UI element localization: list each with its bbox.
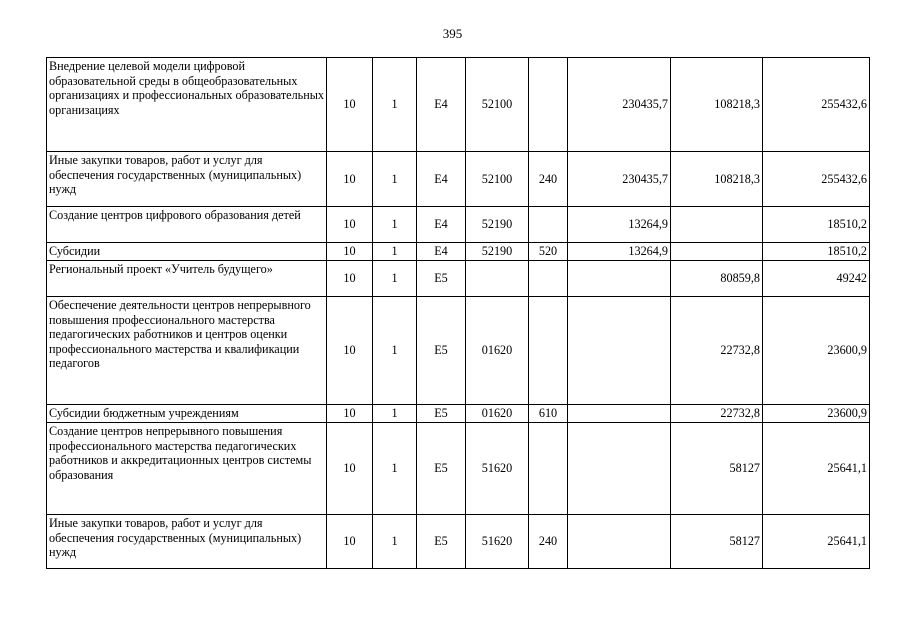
section-code-cell: 10 xyxy=(327,515,373,569)
page-number: 395 xyxy=(442,26,463,41)
target-article-cell: 52190 xyxy=(466,207,529,243)
target-article-cell: 52100 xyxy=(466,58,529,152)
expense-type-cell xyxy=(529,423,568,515)
subsection-code-cell: 1 xyxy=(373,297,417,405)
row-name-cell: Обеспечение деятельности центров непрерывного повышения профессионального мастерства педагогических работников и центров оценки профессионального мастерства и квалификации педагогов xyxy=(47,297,327,405)
expense-type-cell xyxy=(529,58,568,152)
target-article-cell: 51620 xyxy=(466,515,529,569)
amount-year-2-cell: 80859,8 xyxy=(671,261,763,297)
amount-year-3-cell: 18510,2 xyxy=(763,207,870,243)
amount-year-2-cell xyxy=(671,243,763,261)
amount-year-1-cell: 230435,7 xyxy=(568,58,671,152)
subsection-code-cell: 1 xyxy=(373,261,417,297)
expense-type-cell: 240 xyxy=(529,152,568,207)
amount-year-3-cell: 23600,9 xyxy=(763,297,870,405)
amount-year-2-cell: 22732,8 xyxy=(671,297,763,405)
section-code-cell: 10 xyxy=(327,261,373,297)
table-row xyxy=(47,261,870,297)
program-code-cell: Е5 xyxy=(417,261,466,297)
expense-type-cell xyxy=(529,207,568,243)
section-code-cell: 10 xyxy=(327,297,373,405)
amount-year-3-cell: 23600,9 xyxy=(763,405,870,423)
table-row xyxy=(47,423,870,515)
row-name-cell: Субсидии бюджетным учреждениям xyxy=(47,405,327,423)
amount-year-1-cell: 13264,9 xyxy=(568,243,671,261)
amount-year-3-cell: 25641,1 xyxy=(763,515,870,569)
row-name-cell: Создание центров непрерывного повышения профессионального мастерства педагогических работников и аккредитационных центров системы образования xyxy=(47,423,327,515)
row-name-cell: Региональный проект «Учитель будущего» xyxy=(47,261,327,297)
program-code-cell: Е4 xyxy=(417,152,466,207)
section-code-cell: 10 xyxy=(327,405,373,423)
amount-year-1-cell xyxy=(568,515,671,569)
target-article-cell xyxy=(466,261,529,297)
budget-table xyxy=(46,57,870,569)
row-name-cell: Иные закупки товаров, работ и услуг для обеспечения государственных (муниципальных) нужд xyxy=(47,152,327,207)
subsection-code-cell: 1 xyxy=(373,515,417,569)
section-code-cell: 10 xyxy=(327,243,373,261)
target-article-cell: 52100 xyxy=(466,152,529,207)
amount-year-1-cell xyxy=(568,261,671,297)
row-name-cell: Иные закупки товаров, работ и услуг для обеспечения государственных (муниципальных) нужд xyxy=(47,515,327,569)
amount-year-3-cell: 255432,6 xyxy=(763,58,870,152)
program-code-cell: Е5 xyxy=(417,515,466,569)
program-code-cell: Е4 xyxy=(417,58,466,152)
amount-year-2-cell: 58127 xyxy=(671,515,763,569)
table-row xyxy=(47,207,870,243)
amount-year-2-cell xyxy=(671,207,763,243)
target-article-cell: 01620 xyxy=(466,297,529,405)
table-body xyxy=(47,58,870,569)
amount-year-2-cell: 108218,3 xyxy=(671,58,763,152)
amount-year-3-cell: 18510,2 xyxy=(763,243,870,261)
program-code-cell: Е5 xyxy=(417,297,466,405)
target-article-cell: 52190 xyxy=(466,243,529,261)
amount-year-3-cell: 49242 xyxy=(763,261,870,297)
section-code-cell: 10 xyxy=(327,58,373,152)
subsection-code-cell: 1 xyxy=(373,152,417,207)
subsection-code-cell: 1 xyxy=(373,243,417,261)
section-code-cell: 10 xyxy=(327,423,373,515)
amount-year-1-cell xyxy=(568,423,671,515)
amount-year-1-cell xyxy=(568,405,671,423)
expense-type-cell: 240 xyxy=(529,515,568,569)
table-row xyxy=(47,405,870,423)
amount-year-3-cell: 255432,6 xyxy=(763,152,870,207)
amount-year-1-cell: 13264,9 xyxy=(568,207,671,243)
row-name-cell: Создание центров цифрового образования детей xyxy=(47,207,327,243)
program-code-cell: Е4 xyxy=(417,207,466,243)
row-name-cell: Субсидии xyxy=(47,243,327,261)
program-code-cell: Е5 xyxy=(417,405,466,423)
subsection-code-cell: 1 xyxy=(373,58,417,152)
section-code-cell: 10 xyxy=(327,207,373,243)
expense-type-cell: 520 xyxy=(529,243,568,261)
amount-year-3-cell: 25641,1 xyxy=(763,423,870,515)
table-row xyxy=(47,243,870,261)
amount-year-2-cell: 108218,3 xyxy=(671,152,763,207)
table-row xyxy=(47,58,870,152)
target-article-cell: 01620 xyxy=(466,405,529,423)
target-article-cell: 51620 xyxy=(466,423,529,515)
table-row xyxy=(47,515,870,569)
amount-year-1-cell xyxy=(568,297,671,405)
expense-type-cell xyxy=(529,297,568,405)
program-code-cell: Е4 xyxy=(417,243,466,261)
subsection-code-cell: 1 xyxy=(373,207,417,243)
table-row xyxy=(47,152,870,207)
amount-year-2-cell: 22732,8 xyxy=(671,405,763,423)
section-code-cell: 10 xyxy=(327,152,373,207)
program-code-cell: Е5 xyxy=(417,423,466,515)
expense-type-cell: 610 xyxy=(529,405,568,423)
amount-year-2-cell: 58127 xyxy=(671,423,763,515)
amount-year-1-cell: 230435,7 xyxy=(568,152,671,207)
row-name-cell: Внедрение целевой модели цифровой образовательной среды в общеобразовательных организациях и профессиональных образовательных организациях xyxy=(47,58,327,152)
subsection-code-cell: 1 xyxy=(373,405,417,423)
expense-type-cell xyxy=(529,261,568,297)
subsection-code-cell: 1 xyxy=(373,423,417,515)
table-row xyxy=(47,297,870,405)
